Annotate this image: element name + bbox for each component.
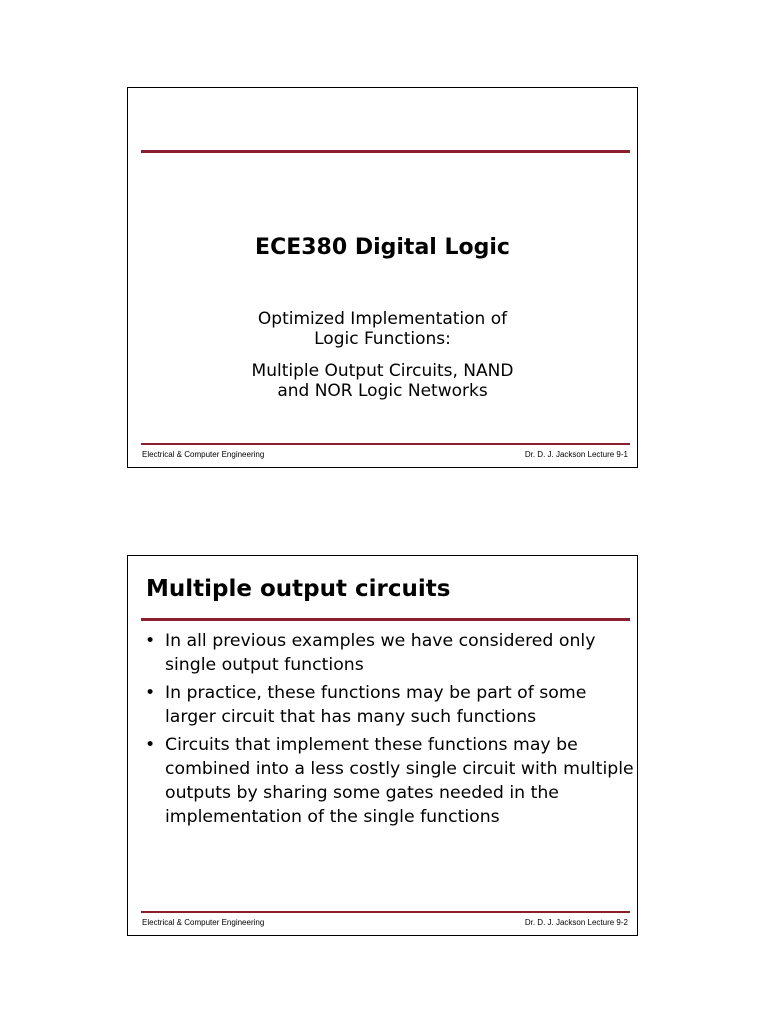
bullet-item xyxy=(144,629,634,677)
bullet-icon: • xyxy=(145,631,156,651)
slide-2-bottom-rule xyxy=(141,911,630,913)
slide-1-bottom-rule xyxy=(141,443,630,445)
bullet-text: In practice, these functions may be part of some larger circuit that has many such functions xyxy=(165,683,587,727)
bullet-item xyxy=(144,733,634,829)
bullet-text: In all previous examples we have considered only single output functions xyxy=(165,631,596,675)
slide-1 xyxy=(127,87,638,468)
slide-2-footer-right: Dr. D. J. Jackson Lecture 9-2 xyxy=(524,918,628,927)
slide-1-title: ECE380 Digital Logic xyxy=(255,235,510,260)
slide-1-subtitle-line-2: Multiple Output Circuits, NAND and NOR Logic Networks xyxy=(251,361,514,401)
slide-2-heading: Multiple output circuits xyxy=(146,576,451,602)
bullet-icon: • xyxy=(145,683,156,703)
slide-2-footer-left: Electrical & Computer Engineering xyxy=(142,918,265,927)
slide-1-footer-right: Dr. D. J. Jackson Lecture 9-1 xyxy=(524,450,628,459)
slide-1-top-rule xyxy=(141,150,630,153)
slide-2 xyxy=(127,555,638,936)
bullet-icon: • xyxy=(145,735,156,755)
slide-2-bullet-list xyxy=(144,629,634,833)
bullet-text: Circuits that implement these functions may be combined into a less costly single circuit with multiple outputs by sharing some gates needed in the implementation of the single functions xyxy=(165,735,634,827)
slide-2-top-rule xyxy=(141,618,630,621)
slide-1-footer-left: Electrical & Computer Engineering xyxy=(142,450,265,459)
slide-1-subtitle-line-1: Optimized Implementation of Logic Functions: xyxy=(257,309,508,349)
bullet-item xyxy=(144,681,634,729)
